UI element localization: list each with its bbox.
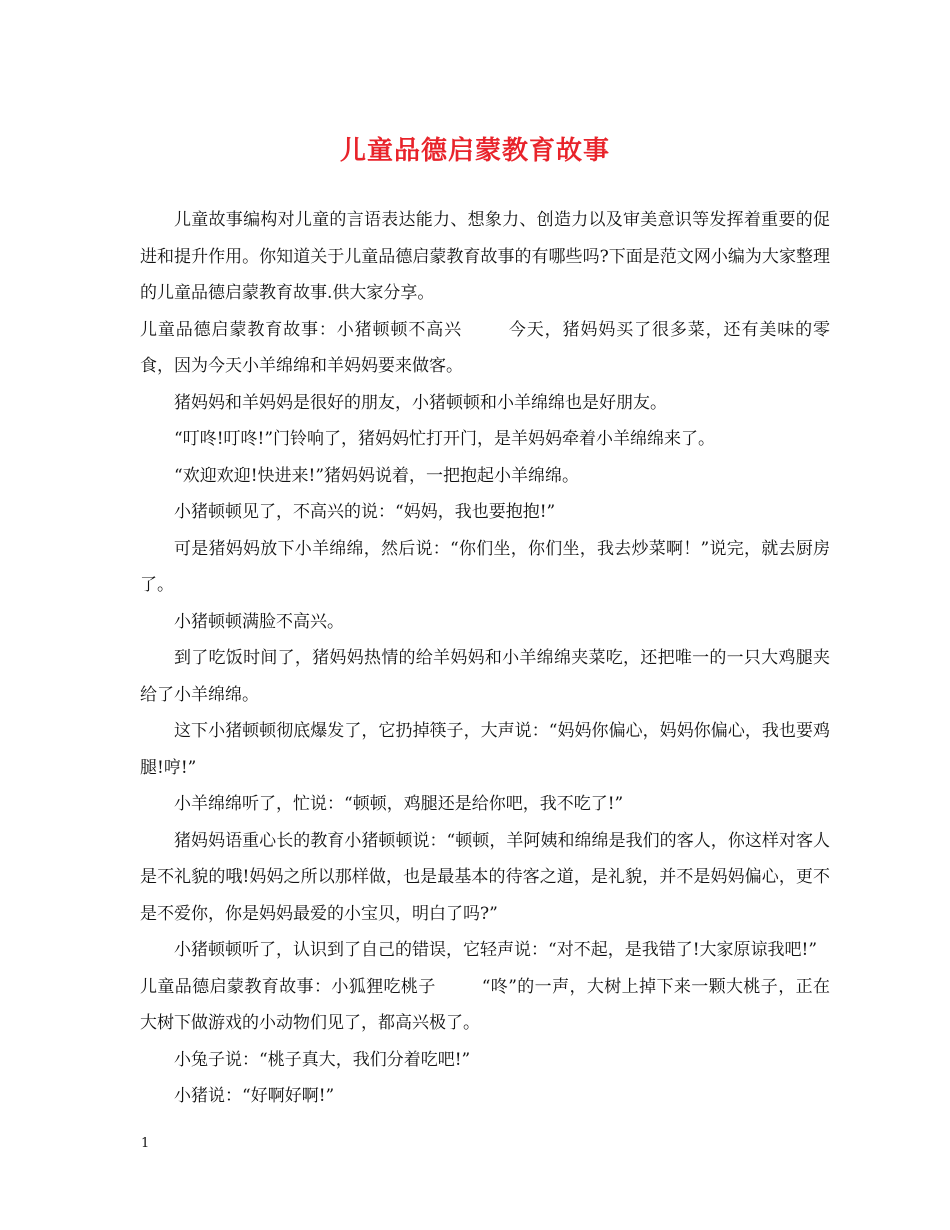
paragraph bbox=[140, 458, 830, 495]
paragraph bbox=[140, 932, 830, 969]
section-heading: 儿童品德启蒙教育故事：小猪顿顿不高兴 bbox=[140, 319, 462, 340]
paragraph-text: “欢迎欢迎!快进来!”猪妈妈说着，一把抱起小羊绵绵。 bbox=[174, 465, 580, 486]
paragraph-text: 小猪说：“好啊好啊!” bbox=[174, 1086, 335, 1106]
page-number: 1 bbox=[141, 1136, 150, 1151]
paragraph bbox=[140, 1042, 830, 1079]
paragraph bbox=[140, 1078, 830, 1115]
paragraph bbox=[140, 202, 830, 312]
paragraph-text: 小猪顿顿见了，不高兴的说：“妈妈，我也要抱抱!” bbox=[174, 502, 556, 522]
paragraph bbox=[140, 531, 830, 604]
paragraph-text: 猪妈妈和羊妈妈是很好的朋友，小猪顿顿和小羊绵绵也是好朋友。 bbox=[174, 392, 667, 413]
paragraph bbox=[140, 385, 830, 422]
paragraph bbox=[140, 421, 830, 458]
paragraph bbox=[140, 786, 830, 823]
paragraph-text: 猪妈妈语重心长的教育小猪顿顿说：“顿顿，羊阿姨和绵绵是我们的客人，你这样对客人是不礼貌的哦!妈妈之所以那样做，也是最基本的待客之道，是礼貌，并不是妈妈偏心，更不是不爱你，你是妈妈最爱的小宝贝，明白了吗?” bbox=[140, 830, 830, 924]
paragraph bbox=[140, 640, 830, 713]
document-title: 儿童品德启蒙教育故事 bbox=[339, 136, 610, 166]
paragraph bbox=[140, 604, 830, 641]
paragraph-text: 小猪顿顿满脸不高兴。 bbox=[174, 611, 344, 632]
document-body bbox=[140, 202, 830, 1115]
paragraph-text: “咚”的一声，大树上掉下来一颗大桃子，正在大树下做游戏的小动物们见了，都高兴极了。 bbox=[140, 976, 830, 1033]
paragraph-text: 到了吃饭时间了，猪妈妈热情的给羊妈妈和小羊绵绵夹菜吃，还把唯一的一只大鸡腿夹给了小羊绵绵。 bbox=[140, 648, 830, 705]
paragraph-text: 可是猪妈妈放下小羊绵绵，然后说：“你们坐，你们坐，我去炒菜啊！”说完，就去厨房了。 bbox=[140, 538, 830, 595]
paragraph-text: 小猪顿顿听了，认识到了自己的错误，它轻声说：“对不起，是我错了!大家原谅我吧!” bbox=[174, 940, 818, 960]
paragraph-text: 儿童故事编构对儿童的言语表达能力、想象力、创造力以及审美意识等发挥着重要的促进和提升作用。你知道关于儿童品德启蒙教育故事的有哪些吗?下面是范文网小编为大家整理的儿童品德启蒙教育故事.供大家分享。 bbox=[140, 210, 830, 303]
section-heading: 儿童品德启蒙教育故事：小狐狸吃桃子 bbox=[140, 976, 436, 997]
paragraph bbox=[140, 713, 830, 786]
paragraph-text: 今天，猪妈妈买了很多菜，还有美味的零食，因为今天小羊绵绵和羊妈妈要来做客。 bbox=[140, 319, 830, 376]
paragraph bbox=[140, 969, 830, 1042]
paragraph-text: 小羊绵绵听了，忙说：“顿顿，鸡腿还是给你吧，我不吃了!” bbox=[174, 794, 624, 814]
paragraph-text: “叮咚!叮咚!”门铃响了，猪妈妈忙打开门，是羊妈妈牵着小羊绵绵来了。 bbox=[174, 429, 716, 449]
paragraph bbox=[140, 494, 830, 531]
paragraph bbox=[140, 312, 830, 385]
paragraph bbox=[140, 823, 830, 933]
paragraph-text: 小兔子说：“桃子真大，我们分着吃吧!” bbox=[174, 1049, 471, 1070]
paragraph-text: 这下小猪顿顿彻底爆发了，它扔掉筷子，大声说：“妈妈你偏心，妈妈你偏心，我也要鸡腿!哼!” bbox=[140, 721, 830, 778]
